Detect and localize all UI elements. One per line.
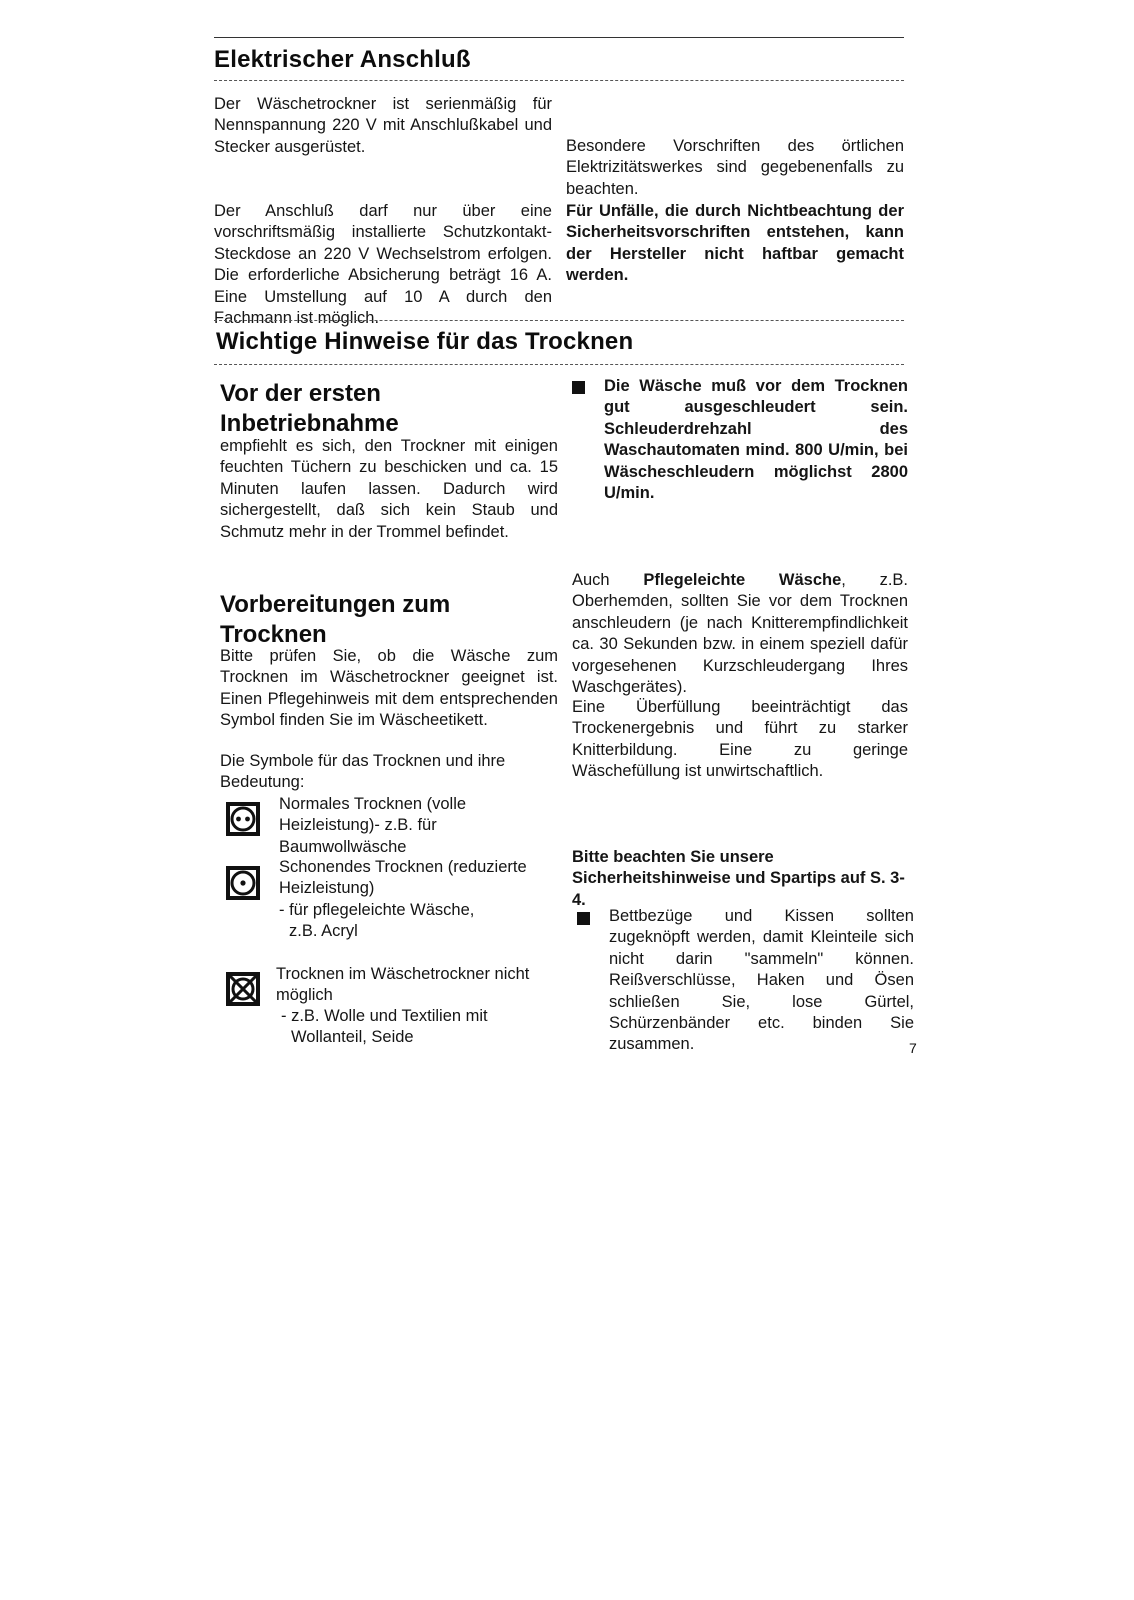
symbol-normal-text: Normales Trocknen (volle Heizleistung)- z.B. für Baumwollwäsche [279,795,467,856]
symbol-schonend-line2: - für pflegeleichte Wäsche, [279,901,475,919]
bullet-square-icon [577,912,590,925]
page-number: 7 [909,1040,917,1056]
paragraph-vorschriften: Besondere Vorschriften des örtlichen Elektrizitätswerkes sind gegebenenfalls zu beachten. [566,137,904,198]
paragraph-pruefen: Bitte prüfen Sie, ob die Wäsche zum Trocknen im Wäschetrockner geeignet ist. Einen Pflegehinweis mit dem entsprechenden Symbol finden Sie im Wäscheetikett. [220,647,558,730]
pflegeleicht-rest: , z.B. Oberhemden, sollten Sie vor dem Trocknen anschleudern (je nach Knitterempfindlichkeit ca. 30 Sekunden bzw. in einem speziell dafür vorgesehenen Kurzschleudergang Ihres Waschgerätes). [572,571,908,697]
paragraph-pflegeleicht [572,570,908,698]
section-rule [214,80,904,81]
symbol-nicht-text: Trocknen im Wäschetrockner nicht möglich [276,965,530,1005]
paragraph-symbole: Die Symbole für das Trocknen und ihre Bedeutung: [220,752,506,792]
paragraph-haftung: Für Unfälle, die durch Nichtbeachtung der Sicherheitsvorschriften entstehen, kann der Hersteller nicht haftbar gemacht werden. [566,202,904,285]
section-rule [214,320,904,321]
symbol-schonend-line3: z.B. Acryl [289,922,358,940]
symbol-nicht-line2: - z.B. Wolle und Textilien mit [281,1007,488,1025]
pflegeleicht-bold: Pflegeleichte Wäsche [643,571,842,589]
dryer-one-dot-icon [226,866,260,900]
symbol-nicht-line3: Wollanteil, Seide [291,1028,414,1046]
section-title-wichtige-hinweise: Wichtige Hinweise für das Trocknen [216,328,634,355]
symbol-schonend-text: Schonendes Trocknen (reduzierte Heizleistung) [279,858,527,898]
paragraph-anschluss: Der Anschluß darf nur über eine vorschriftsmäßig installierte Schutzkontakt-Steckdose an 220 V Wechselstrom erfolgen. Die erforderliche Absicherung beträgt 16 A. Eine Umstellung auf 10 A durch den Fachmann ist möglich. [214,202,552,328]
bullet-square-icon [572,381,585,394]
dryer-crossed-icon [226,972,260,1006]
subheading-vor-der-ersten-inbetriebnahme: Vor der ersten Inbetriebnahme [220,380,399,437]
paragraph-ueberfuellung: Eine Überfüllung beeinträchtigt das Trockenergebnis und führt zu starker Knitterbildung. Eine zu geringe Wäschefüllung ist unwirtschaftlich. [572,698,908,781]
paragraph-ausschleudern: Die Wäsche muß vor dem Trocknen gut ausgeschleudert sein. Schleuderdrehzahl des Waschautomaten mind. 800 U/min, bei Wäscheschleudern möglichst 2800 U/min. [604,377,908,503]
section-rule [214,364,904,365]
pflegeleicht-pre: Auch [572,571,644,589]
paragraph-bettbezuege: Bettbezüge und Kissen sollten zugeknöpft werden, damit Kleinteile sich nicht darin "sammeln" können. Reißverschlüsse, Haken und Ösen schließen Sie, lose Gürtel, Schürzenbänder etc. binden Sie zusammen. [609,907,914,1054]
subheading-vorbereitungen: Vorbereitungen zum Trocknen [220,591,451,648]
top-rule [214,37,904,38]
dryer-two-dots-icon [226,802,260,836]
paragraph-sicherheitshinweise: Bitte beachten Sie unsere Sicherheitshinweise und Spartips auf S. 3-4. [572,848,905,909]
paragraph-nennspannung: Der Wäschetrockner ist serienmäßig für Nennspannung 220 V mit Anschlußkabel und Stecker ausgerüstet. [214,95,552,156]
section-title-elektrischer-anschluss: Elektrischer Anschluß [214,46,471,73]
paragraph-inbetriebnahme: empfiehlt es sich, den Trockner mit einigen feuchten Tüchern zu beschicken und ca. 15 Minuten laufen lassen. Dadurch wird sichergestellt, daß sich kein Staub und Schmutz mehr in der Trommel befindet. [220,437,558,541]
